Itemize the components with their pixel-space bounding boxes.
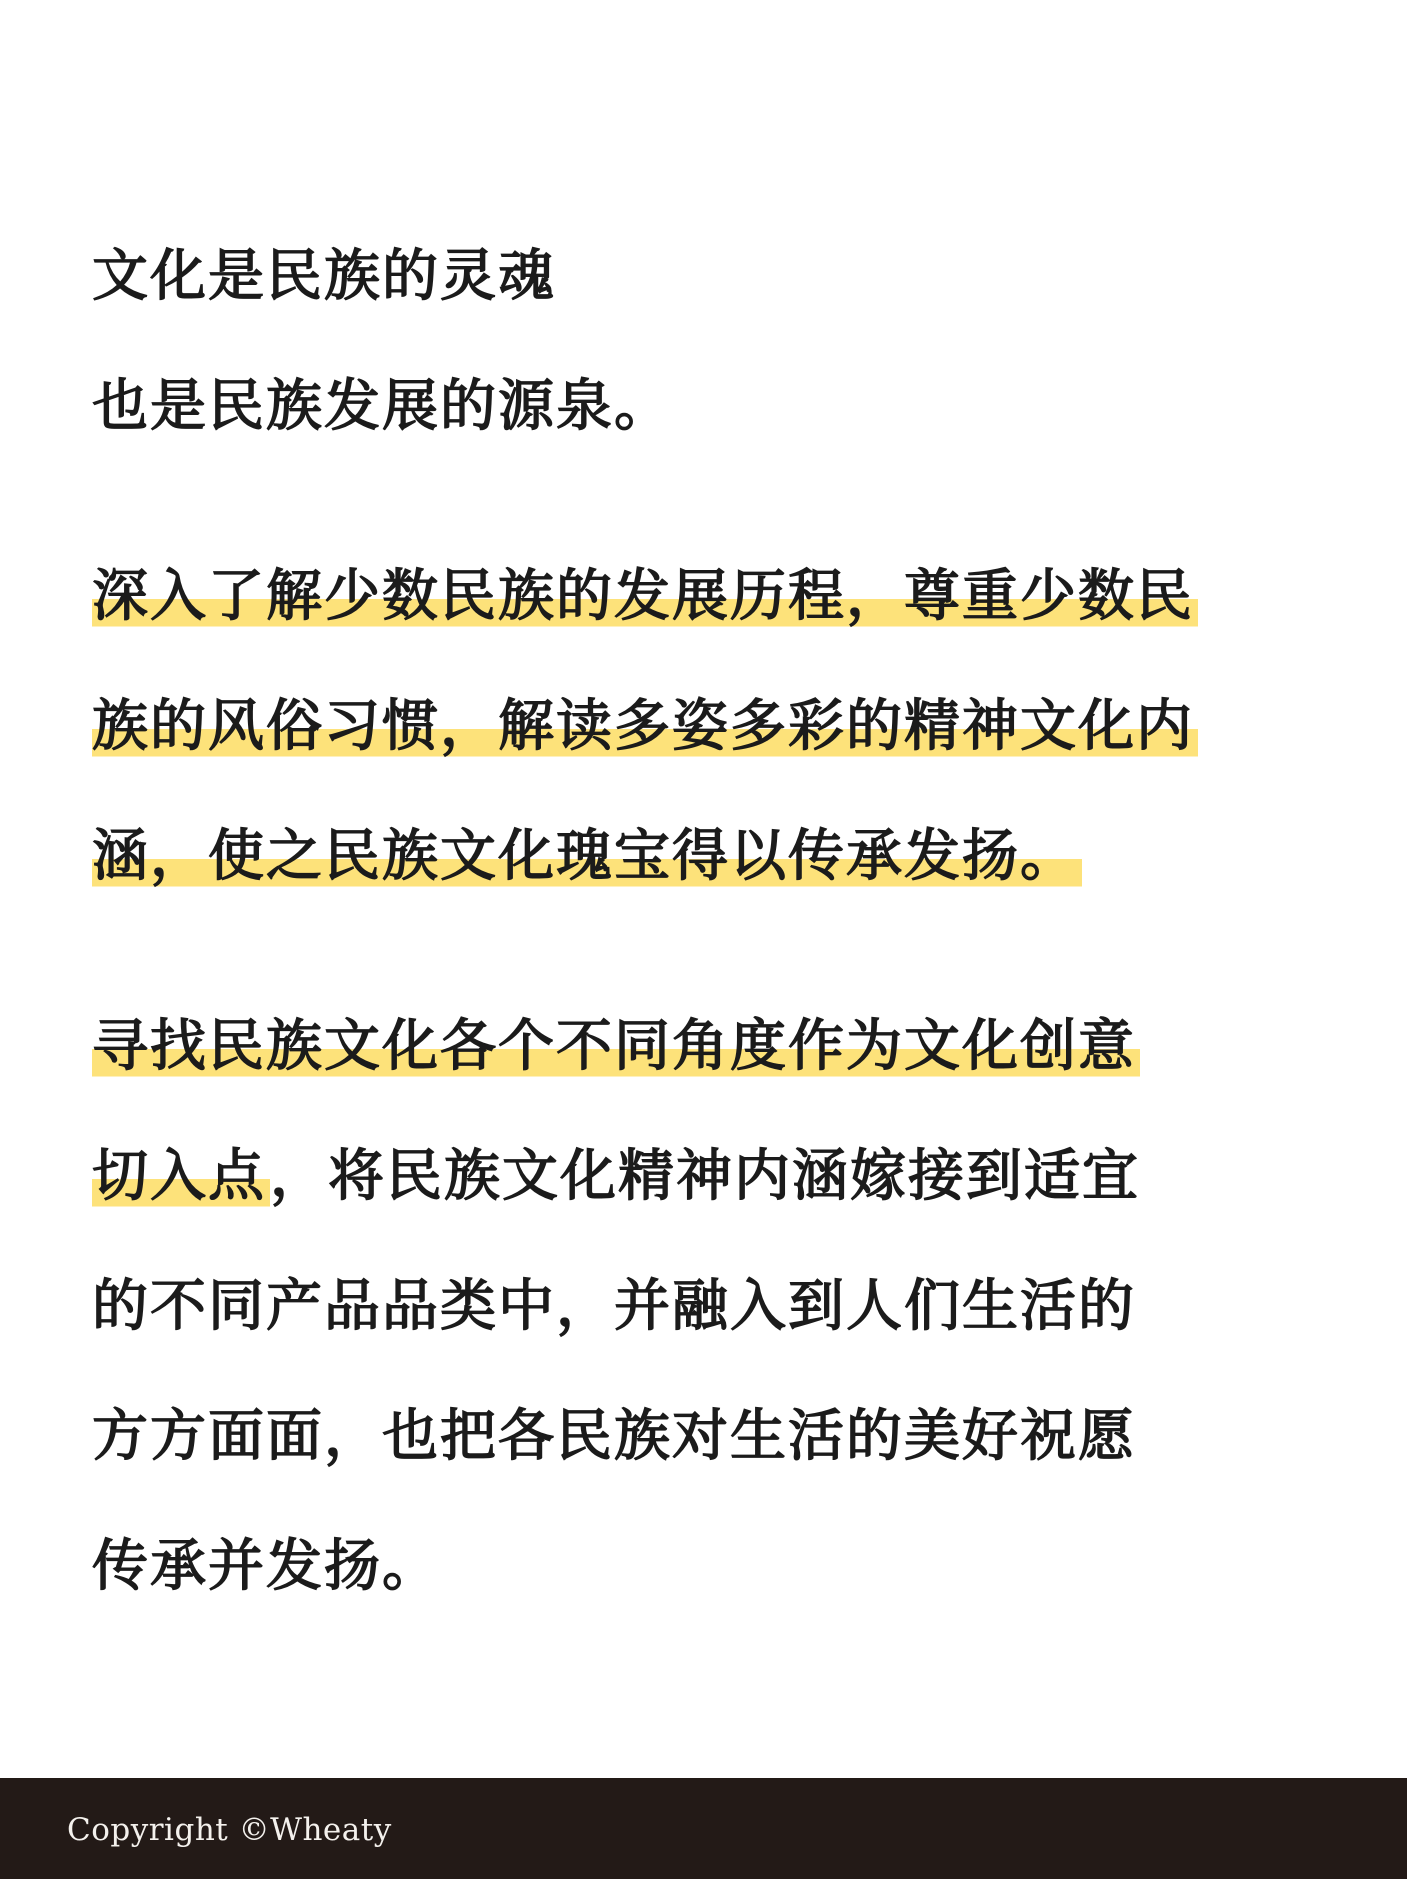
highlighted-text: 族的风俗习惯，解读多姿多彩的精神文化内 [92, 694, 1198, 759]
highlighted-text: 深入了解少数民族的发展历程，尊重少数民 [92, 564, 1198, 629]
paragraph-gap [92, 922, 1324, 982]
text-line: 也是民族发展的源泉。 [92, 374, 672, 439]
footer-bar [0, 1778, 1407, 1879]
text-line [92, 982, 1324, 1112]
paragraph-highlighted [92, 532, 1324, 922]
plain-text: ，将民族文化精神内涵嫁接到适宜 [270, 1144, 1140, 1209]
text-line [92, 792, 1324, 922]
paragraph-gap [92, 472, 1324, 532]
copyright-text: Copyright ©Wheaty [67, 1812, 392, 1848]
text-line: 的不同产品品类中，并融入到人们生活的 [92, 1274, 1136, 1339]
text-line: 方方面面，也把各民族对生活的美好祝愿 [92, 1404, 1136, 1469]
highlighted-text: 涵，使之民族文化瑰宝得以传承发扬。 [92, 824, 1082, 889]
text-line [92, 662, 1324, 792]
paragraph-creative [92, 982, 1324, 1632]
text-line [92, 532, 1324, 662]
text-line [92, 1112, 1324, 1242]
highlighted-text: 寻找民族文化各个不同角度作为文化创意 [92, 1014, 1140, 1079]
text-line: 传承并发扬。 [92, 1534, 440, 1599]
highlighted-text: 切入点 [92, 1144, 270, 1209]
article-body [92, 212, 1324, 1632]
text-line: 文化是民族的灵魂 [92, 244, 556, 309]
paragraph-intro [92, 212, 1324, 472]
